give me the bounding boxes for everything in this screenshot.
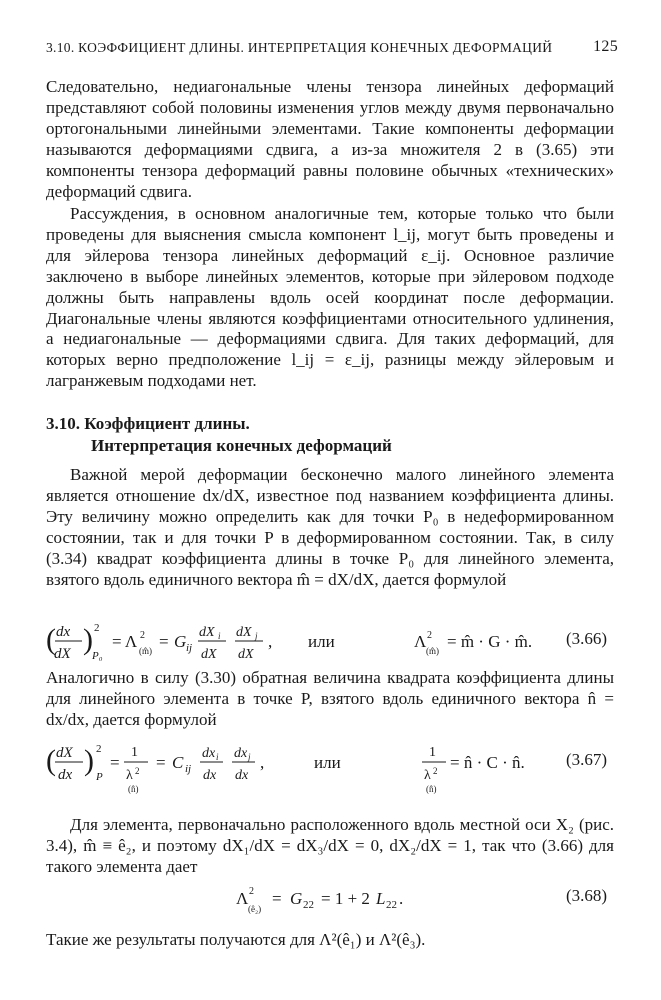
- svg-text:(: (: [46, 744, 56, 777]
- svg-text:Λ: Λ: [236, 889, 249, 908]
- svg-text:dx: dx: [203, 768, 217, 783]
- svg-text:G: G: [174, 632, 187, 651]
- svg-text:j: j: [248, 752, 251, 762]
- svg-text:G: G: [290, 889, 303, 908]
- svg-text:1: 1: [131, 745, 138, 760]
- svg-text:dx: dx: [234, 746, 248, 761]
- svg-text:2: 2: [249, 886, 254, 897]
- svg-text:dx: dx: [56, 624, 71, 640]
- svg-text:L: L: [376, 889, 386, 908]
- svg-text:): ): [83, 623, 93, 656]
- svg-text:22: 22: [303, 899, 314, 911]
- svg-text:=: =: [110, 753, 120, 772]
- section-number: 3.10.: [46, 414, 80, 433]
- equation-3-67: [46, 738, 614, 800]
- section-title-line2: Интерпретация конечных деформаций: [91, 436, 392, 455]
- svg-text:i: i: [218, 631, 221, 641]
- svg-text:(n̂): (n̂): [426, 784, 437, 794]
- svg-text:2: 2: [433, 766, 438, 776]
- svg-text:= m̂ · G · m̂.: = m̂ · G · m̂.: [447, 632, 533, 651]
- svg-text:= Λ: = Λ: [112, 632, 138, 651]
- svg-text:= n̂ · C · n̂.: = n̂ · C · n̂.: [450, 753, 525, 772]
- equation-number-3-67: (3.67): [566, 750, 608, 769]
- svg-text:): ): [84, 744, 94, 777]
- svg-text:λ: λ: [424, 768, 431, 783]
- section-title-line1: Коэффициент длины.: [84, 414, 250, 433]
- equation-3-67-graphic: [46, 738, 614, 800]
- svg-text:2: 2: [140, 630, 145, 641]
- equation-number-3-66: (3.66): [566, 629, 608, 648]
- svg-text:,: ,: [268, 632, 273, 651]
- svg-text:22: 22: [386, 899, 397, 911]
- svg-text:2: 2: [427, 630, 432, 641]
- svg-text:(ê₂): (ê₂): [248, 904, 262, 914]
- svg-text:dx: dx: [202, 746, 216, 761]
- svg-text:dx: dx: [58, 767, 73, 783]
- svg-text:,: ,: [260, 753, 265, 772]
- equation-3-66-graphic: [46, 617, 614, 669]
- svg-text:или: или: [314, 753, 341, 772]
- svg-text:2: 2: [135, 766, 140, 776]
- svg-text:(m̂): (m̂): [426, 646, 439, 656]
- paragraph-1: Следовательно, недиагональные члены тензора линейных деформаций представляют собой половины изменения углов между двумя первоначально ортогональными линейными элементами. Такие компоненты деформации называются деформациями сдвига, а из-за множителя 2 в (3.65) эти компоненты тензора деформаций равны половине обычных «технических» деформаций сдвига.: [46, 77, 614, 201]
- paragraph-4: Аналогично в силу (3.30) обратная величина квадрата коэффициента длины для линейного элемента в точке P, взятого вдоль единичного вектора n̂ = dx/dx, дается формулой: [46, 668, 614, 729]
- svg-text:λ: λ: [126, 768, 133, 783]
- svg-text:=: =: [159, 632, 169, 651]
- equation-number-3-68: (3.68): [566, 886, 608, 905]
- svg-text:C: C: [172, 753, 184, 772]
- equation-3-68-graphic: [46, 880, 614, 924]
- svg-text:ij: ij: [185, 763, 192, 775]
- svg-text:dX: dX: [54, 646, 71, 662]
- svg-text:2: 2: [94, 622, 100, 634]
- equation-3-68: [46, 880, 614, 924]
- svg-text:ij: ij: [186, 642, 193, 654]
- running-head-title: 3.10. КОЭФФИЦИЕНТ ДЛИНЫ. ИНТЕРПРЕТАЦИЯ КОНЕЧНЫХ ДЕФОРМАЦИЙ: [46, 40, 553, 55]
- svg-text:Λ: Λ: [414, 632, 427, 651]
- paragraph-3: Важной мерой деформации бесконечно малого линейного элемента является отношение dx/dX, известное под названием коэффициента длины. Эту величину можно определить как для точки P₀ в недеформированном состоянии, так и для точки P в деформированном состоянии. Так, в силу (3.34) квадрат коэффициента длины в точке P₀ для линейного элемента, взятого вдоль единичного вектора m̂ = dX/dX, дается формулой: [46, 465, 614, 589]
- svg-text:(: (: [46, 623, 56, 656]
- svg-text:P: P: [96, 771, 103, 783]
- svg-text:dX: dX: [201, 647, 217, 662]
- svg-text:или: или: [308, 632, 335, 651]
- paragraph-2: Рассуждения, в основном аналогичные тем, которые только что были проведены для выяснения смысла компонент l_ij, могут быть проведены и для эйлерова тензора линейных деформаций ε_ij. Основное различие заключено в выборе линейных элементов, которые при эйлеровом подходе должны быть направлены вдоль осей координат после деформации. Диагональные члены являются коэффициентами относительного удлинения, а недиагональные — деформациями сдвига. Для таких деформаций, для которых верно предположение l_ij = ε_ij, разницы между эйлеровым и лагранжевым подходами нет.: [46, 204, 614, 391]
- svg-text:dX: dX: [238, 647, 254, 662]
- svg-text:P₀: P₀: [92, 650, 103, 662]
- svg-text:(n̂): (n̂): [128, 784, 139, 794]
- svg-text:dX: dX: [56, 745, 73, 761]
- page-number: 125: [593, 38, 618, 55]
- svg-text:=: =: [156, 753, 166, 772]
- svg-text:1: 1: [429, 745, 436, 760]
- svg-text:=: =: [272, 889, 282, 908]
- svg-text:= 1 + 2: = 1 + 2: [321, 889, 370, 908]
- section-heading: [46, 413, 606, 457]
- svg-text:j: j: [255, 631, 258, 641]
- svg-text:dX: dX: [199, 625, 215, 640]
- paragraph-5: Для элемента, первоначально расположенного вдоль местной оси X₂ (рис. 3.4), m̂ ≡ ê₂, и поэтому dX₁/dX = dX₃/dX = 0, dX₂/dX = 1, так что (3.66) для такого элемента дает: [46, 815, 614, 876]
- svg-text:i: i: [216, 752, 219, 762]
- svg-text:dx: dx: [235, 768, 249, 783]
- running-head: [46, 40, 618, 56]
- svg-text:.: .: [399, 889, 404, 908]
- svg-text:2: 2: [96, 743, 102, 755]
- svg-text:dX: dX: [236, 625, 252, 640]
- paragraph-6: Такие же результаты получаются для Λ²(ê₁) и Λ²(ê₃).: [46, 930, 426, 949]
- equation-3-66: [46, 617, 614, 669]
- svg-text:(m̂): (m̂): [139, 646, 152, 656]
